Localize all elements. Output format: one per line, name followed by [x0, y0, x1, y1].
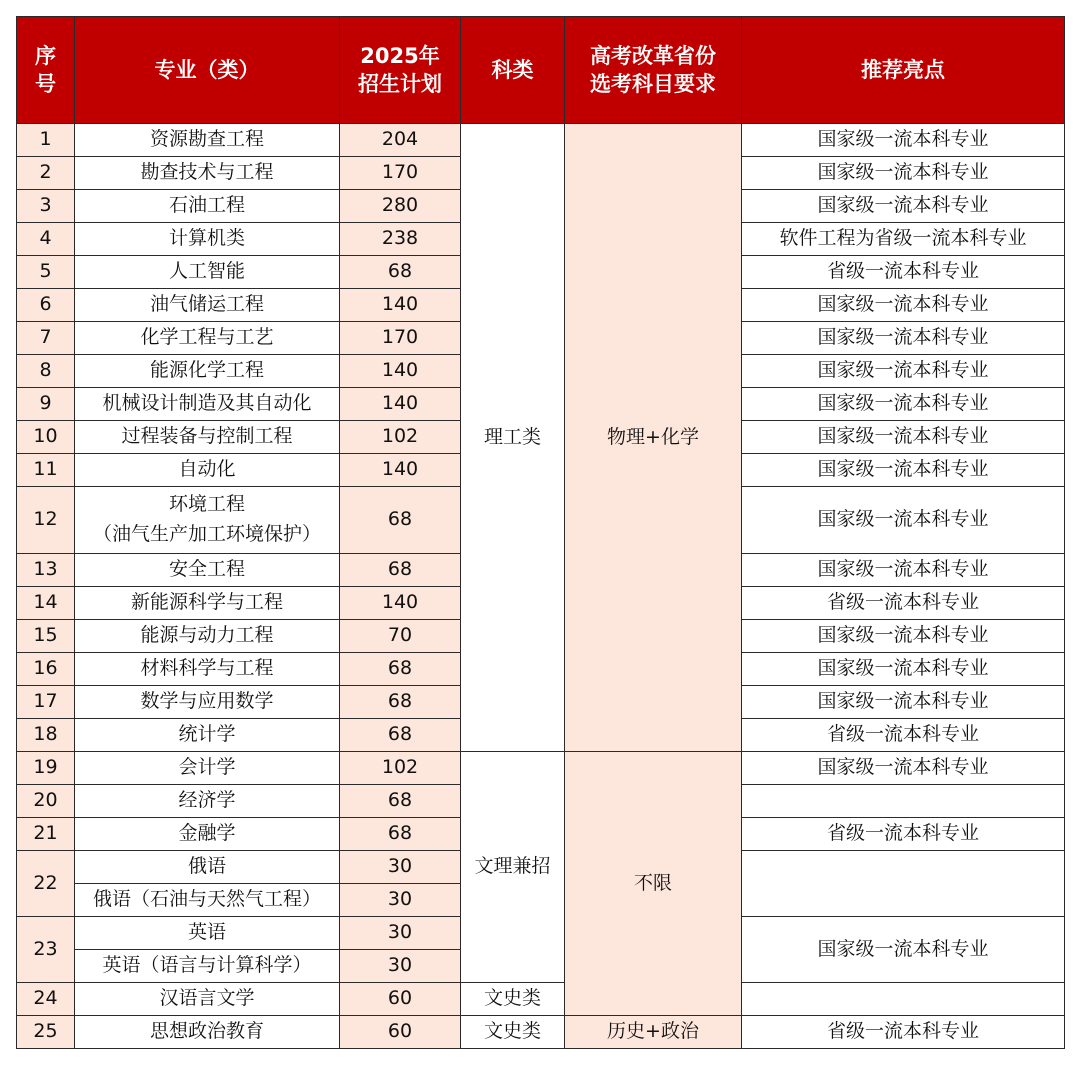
- highlight: 国家级一流本科专业: [742, 686, 1065, 719]
- highlight: 国家级一流本科专业: [742, 917, 1065, 983]
- row-number: 22: [17, 851, 75, 917]
- major-name: 俄语: [75, 851, 340, 884]
- plan-count: 68: [340, 554, 461, 587]
- row-number: 16: [17, 653, 75, 686]
- major-name: 金融学: [75, 818, 340, 851]
- major-name: 油气储运工程: [75, 289, 340, 322]
- major-name: 英语: [75, 917, 340, 950]
- highlight: 国家级一流本科专业: [742, 454, 1065, 487]
- row-number: 17: [17, 686, 75, 719]
- highlight: 国家级一流本科专业: [742, 289, 1065, 322]
- major-name-line: 环境工程: [168, 493, 245, 516]
- plan-count: 68: [340, 719, 461, 752]
- major-name: 安全工程: [75, 554, 340, 587]
- major-name: 俄语（石油与天然气工程）: [75, 884, 340, 917]
- plan-count: 140: [340, 355, 461, 388]
- row-number: 9: [17, 388, 75, 421]
- major-name: 机械设计制造及其自动化: [75, 388, 340, 421]
- row-number: 7: [17, 322, 75, 355]
- header-subject-requirement: 高考改革省份 选考科目要求: [565, 17, 742, 124]
- highlight: [742, 851, 1065, 917]
- row-number: 20: [17, 785, 75, 818]
- plan-count: 170: [340, 157, 461, 190]
- plan-count: 60: [340, 1016, 461, 1049]
- plan-count: 140: [340, 587, 461, 620]
- major-name: 计算机类: [75, 223, 340, 256]
- highlight: 国家级一流本科专业: [742, 421, 1065, 454]
- major-name: 会计学: [75, 752, 340, 785]
- major-name: 新能源科学与工程: [75, 587, 340, 620]
- major-name: 数学与应用数学: [75, 686, 340, 719]
- plan-count: 140: [340, 388, 461, 421]
- plan-count: 68: [340, 487, 461, 554]
- highlight: 省级一流本科专业: [742, 719, 1065, 752]
- major-name: 统计学: [75, 719, 340, 752]
- major-name: 勘查技术与工程: [75, 157, 340, 190]
- category-arts: 文史类: [461, 983, 565, 1016]
- highlight: 省级一流本科专业: [742, 818, 1065, 851]
- major-name-line: （油气生产加工环境保护）: [92, 523, 321, 545]
- row-number: 12: [17, 487, 75, 554]
- highlight: 国家级一流本科专业: [742, 124, 1065, 157]
- header-plan: 2025年 招生计划: [340, 17, 461, 124]
- row-number: 15: [17, 620, 75, 653]
- highlight: 国家级一流本科专业: [742, 157, 1065, 190]
- major-name: 能源化学工程: [75, 355, 340, 388]
- plan-count: 30: [340, 950, 461, 983]
- plan-count: 68: [340, 686, 461, 719]
- plan-count: 140: [340, 454, 461, 487]
- major-name: 人工智能: [75, 256, 340, 289]
- row-number: 13: [17, 554, 75, 587]
- category-both: 文理兼招: [461, 752, 565, 983]
- header-highlight: 推荐亮点: [742, 17, 1065, 124]
- major-name: 化学工程与工艺: [75, 322, 340, 355]
- table-row: [17, 983, 1065, 1016]
- highlight: [742, 785, 1065, 818]
- row-number: 6: [17, 289, 75, 322]
- highlight: 省级一流本科专业: [742, 256, 1065, 289]
- header-no: 序 号: [17, 17, 75, 124]
- table-row: [17, 752, 1065, 785]
- row-number: 1: [17, 124, 75, 157]
- category-arts: 文史类: [461, 1016, 565, 1049]
- plan-count: 204: [340, 124, 461, 157]
- plan-count: 68: [340, 818, 461, 851]
- plan-count: 140: [340, 289, 461, 322]
- major-name: 自动化: [75, 454, 340, 487]
- highlight: 国家级一流本科专业: [742, 752, 1065, 785]
- highlight: 国家级一流本科专业: [742, 190, 1065, 223]
- highlight: [742, 983, 1065, 1016]
- plan-count: 30: [340, 884, 461, 917]
- row-number: 10: [17, 421, 75, 454]
- highlight: 国家级一流本科专业: [742, 554, 1065, 587]
- plan-count: 68: [340, 256, 461, 289]
- plan-count: 68: [340, 653, 461, 686]
- plan-count: 68: [340, 785, 461, 818]
- highlight: 国家级一流本科专业: [742, 388, 1065, 421]
- highlight: 软件工程为省级一流本科专业: [742, 223, 1065, 256]
- row-number: 23: [17, 917, 75, 983]
- major-name: 资源勘查工程: [75, 124, 340, 157]
- highlight: 国家级一流本科专业: [742, 620, 1065, 653]
- plan-count: 60: [340, 983, 461, 1016]
- highlight: 国家级一流本科专业: [742, 355, 1065, 388]
- row-number: 11: [17, 454, 75, 487]
- row-number: 24: [17, 983, 75, 1016]
- major-name: 石油工程: [75, 190, 340, 223]
- requirement-history: 历史+政治: [565, 1016, 742, 1049]
- highlight: 省级一流本科专业: [742, 1016, 1065, 1049]
- highlight: 省级一流本科专业: [742, 587, 1065, 620]
- plan-count: 170: [340, 322, 461, 355]
- plan-count: 102: [340, 421, 461, 454]
- table-row: [17, 1016, 1065, 1049]
- plan-count: 30: [340, 851, 461, 884]
- requirement-science: 物理+化学: [565, 124, 742, 752]
- row-number: 25: [17, 1016, 75, 1049]
- row-number: 3: [17, 190, 75, 223]
- major-name: 经济学: [75, 785, 340, 818]
- row-number: 21: [17, 818, 75, 851]
- highlight: 国家级一流本科专业: [742, 487, 1065, 554]
- highlight: 国家级一流本科专业: [742, 653, 1065, 686]
- row-number: 14: [17, 587, 75, 620]
- requirement-none: 不限: [565, 752, 742, 1016]
- table-row: [17, 124, 1065, 157]
- major-name: 汉语言文学: [75, 983, 340, 1016]
- major-name: 能源与动力工程: [75, 620, 340, 653]
- major-name: 英语（语言与计算科学）: [75, 950, 340, 983]
- plan-count: 280: [340, 190, 461, 223]
- category-science: 理工类: [461, 124, 565, 752]
- major-name: 过程装备与控制工程: [75, 421, 340, 454]
- major-name: [75, 487, 340, 554]
- plan-count: 102: [340, 752, 461, 785]
- row-number: 8: [17, 355, 75, 388]
- enrollment-table: [16, 16, 1065, 1049]
- plan-count: 30: [340, 917, 461, 950]
- header-category: 科类: [461, 17, 565, 124]
- highlight: 国家级一流本科专业: [742, 322, 1065, 355]
- row-number: 4: [17, 223, 75, 256]
- major-name: 思想政治教育: [75, 1016, 340, 1049]
- plan-count: 238: [340, 223, 461, 256]
- header-row: [17, 17, 1065, 124]
- major-name: 材料科学与工程: [75, 653, 340, 686]
- row-number: 18: [17, 719, 75, 752]
- row-number: 19: [17, 752, 75, 785]
- row-number: 2: [17, 157, 75, 190]
- header-major: 专业（类）: [75, 17, 340, 124]
- plan-count: 70: [340, 620, 461, 653]
- row-number: 5: [17, 256, 75, 289]
